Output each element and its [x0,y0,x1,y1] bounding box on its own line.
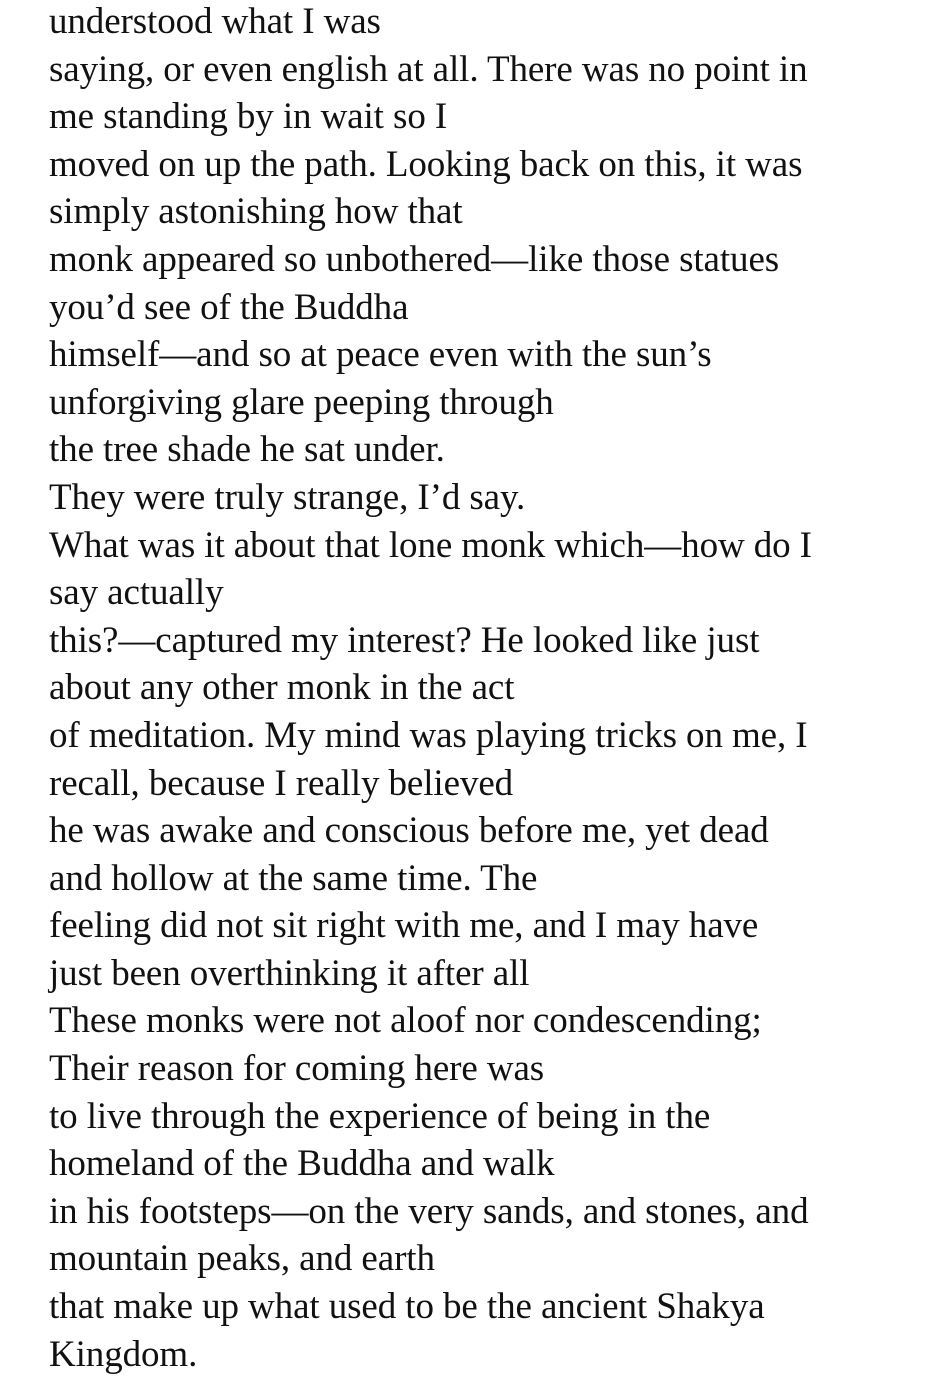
text-line: you’d see of the Buddha [49,286,409,328]
text-line: himself—and so at peace even with the sun’s [49,334,712,376]
text-line: unforgiving glare peeping through [49,381,554,423]
text-line: this?—captured my interest? He looked like just [49,619,760,661]
text-line: the tree shade he sat under. [49,429,445,471]
text-line: mountain peaks, and earth [49,1238,435,1280]
text-line: he was awake and conscious before me, yet dead [49,810,769,852]
text-line: say actually [49,572,224,614]
text-line: in his footsteps—on the very sands, and stones, and [49,1190,809,1232]
text-line: Their reason for coming here was [49,1048,545,1090]
text-line: monk appeared so unbothered—like those statues [49,238,780,280]
text-passage [49,0,934,1378]
text-line: They were truly strange, I’d say. [49,476,526,518]
text-line: Kingdom. [49,1333,198,1375]
text-line: What was it about that lone monk which—how do I [49,524,812,566]
text-line: homeland of the Buddha and walk [49,1143,555,1185]
text-line: about any other monk in the act [49,667,515,709]
text-line: and hollow at the same time. The [49,857,538,899]
text-line: just been overthinking it after all [49,952,530,994]
text-line: to live through the experience of being in the [49,1095,711,1137]
text-line: simply astonishing how that [49,191,463,233]
text-line: of meditation. My mind was playing tricks on me, I [49,714,808,756]
text-line: saying, or even english at all. There was no point in [49,48,808,90]
text-line: me standing by in wait so I [49,96,448,138]
text-line: that make up what used to be the ancient Shakya [49,1286,765,1328]
text-line: understood what I was [49,1,381,42]
text-line: These monks were not aloof nor condescending; [49,1000,762,1042]
text-line: moved on up the path. Looking back on this, it was [49,143,803,185]
text-line: feeling did not sit right with me, and I may have [49,905,759,947]
text-line: recall, because I really believed [49,762,514,804]
